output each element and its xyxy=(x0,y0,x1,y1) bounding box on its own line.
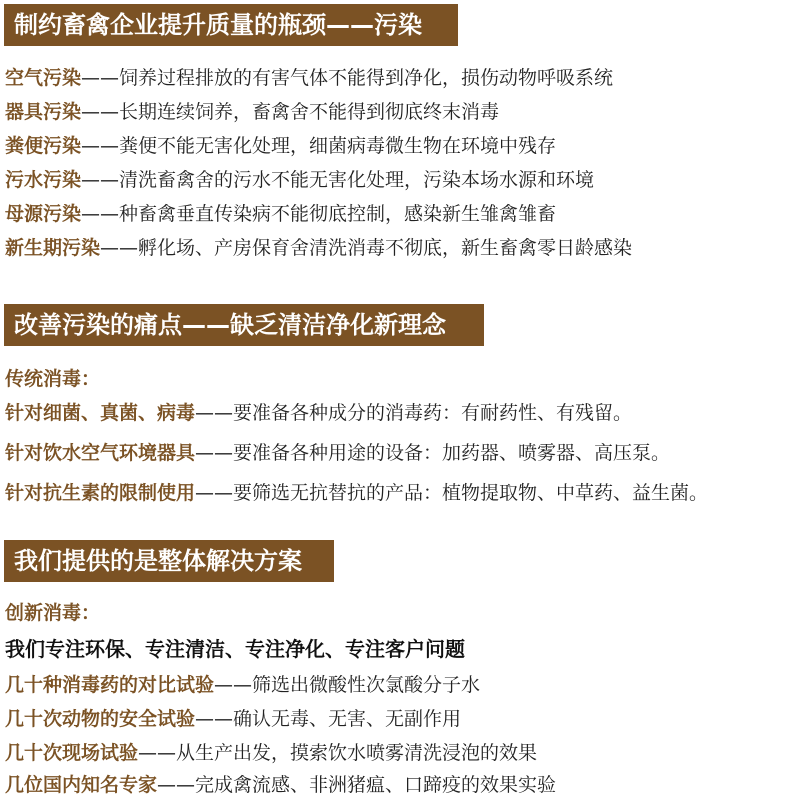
section3-subtitle: 创新消毒： xyxy=(5,602,101,624)
item-description: ——清洗畜禽舍的污水不能无害化处理，污染本场水源和环境 xyxy=(81,169,595,191)
item-description: ——孵化场、产房保育舍清洗消毒不彻底，新生畜禽零日龄感染 xyxy=(100,237,633,259)
item-keyword: 针对抗生素的限制使用 xyxy=(5,482,196,504)
list-item xyxy=(5,772,556,798)
item-description: ——饲养过程排放的有害气体不能得到净化，损伤动物呼吸系统 xyxy=(81,67,614,89)
item-keyword: 母源污染 xyxy=(5,203,82,225)
section3-statement: 我们专注环保、专注清洁、专注净化、专注客户问题 xyxy=(5,637,465,661)
item-keyword: 几位国内知名专家 xyxy=(5,774,158,796)
list-item xyxy=(5,65,613,91)
list-item xyxy=(5,740,537,766)
item-keyword: 粪便污染 xyxy=(5,135,82,157)
item-keyword: 空气污染 xyxy=(5,67,82,89)
list-item xyxy=(5,167,594,193)
section3-title: 我们提供的是整体解决方案 xyxy=(14,547,302,575)
item-keyword: 器具污染 xyxy=(5,101,82,123)
item-keyword: 几十种消毒药的对比试验 xyxy=(5,674,215,696)
item-description: ——确认无毒、无害、无副作用 xyxy=(195,708,462,730)
list-item xyxy=(5,99,499,125)
list-item xyxy=(5,133,556,159)
item-keyword: 几十次动物的安全试验 xyxy=(5,708,196,730)
item-description: ——筛选出微酸性次氯酸分子水 xyxy=(214,674,481,696)
item-description: ——从生产出发，摸索饮水喷雾清洗浸泡的效果 xyxy=(138,742,538,764)
list-item xyxy=(5,672,480,698)
section2-banner xyxy=(4,304,484,346)
list-item xyxy=(5,201,556,227)
item-description: ——种畜禽垂直传染病不能彻底控制，感染新生雏禽雏畜 xyxy=(81,203,557,225)
list-item xyxy=(5,235,632,261)
item-keyword: 几十次现场试验 xyxy=(5,742,139,764)
section3-statement-row xyxy=(5,636,465,662)
item-description: ——完成禽流感、非洲猪瘟、口蹄疫的效果实验 xyxy=(157,774,557,796)
item-keyword: 新生期污染 xyxy=(5,237,101,259)
item-description: ——要准备各种成分的消毒药：有耐药性、有残留。 xyxy=(195,402,633,424)
item-keyword: 针对饮水空气环境器具 xyxy=(5,442,196,464)
item-description: ——要筛选无抗替抗的产品：植物提取物、中草药、益生菌。 xyxy=(195,482,709,504)
section2-subtitle-row xyxy=(5,366,100,392)
section1-title: 制约畜禽企业提升质量的瓶颈——污染 xyxy=(14,11,422,39)
section1-banner xyxy=(4,4,458,46)
item-keyword: 针对细菌、真菌、病毒 xyxy=(5,402,196,424)
section3-subtitle-row xyxy=(5,600,100,626)
item-description: ——粪便不能无害化处理，细菌病毒微生物在环境中残存 xyxy=(81,135,557,157)
section2-title: 改善污染的痛点——缺乏清洁净化新理念 xyxy=(14,311,446,339)
list-item xyxy=(5,706,461,732)
item-description: ——长期连续饲养，畜禽舍不能得到彻底终末消毒 xyxy=(81,101,500,123)
list-item xyxy=(5,400,632,426)
item-description: ——要准备各种用途的设备：加药器、喷雾器、高压泵。 xyxy=(195,442,671,464)
list-item xyxy=(5,440,670,466)
list-item xyxy=(5,480,708,506)
item-keyword: 污水污染 xyxy=(5,169,82,191)
section2-subtitle: 传统消毒： xyxy=(5,368,101,390)
section3-banner xyxy=(4,540,334,582)
